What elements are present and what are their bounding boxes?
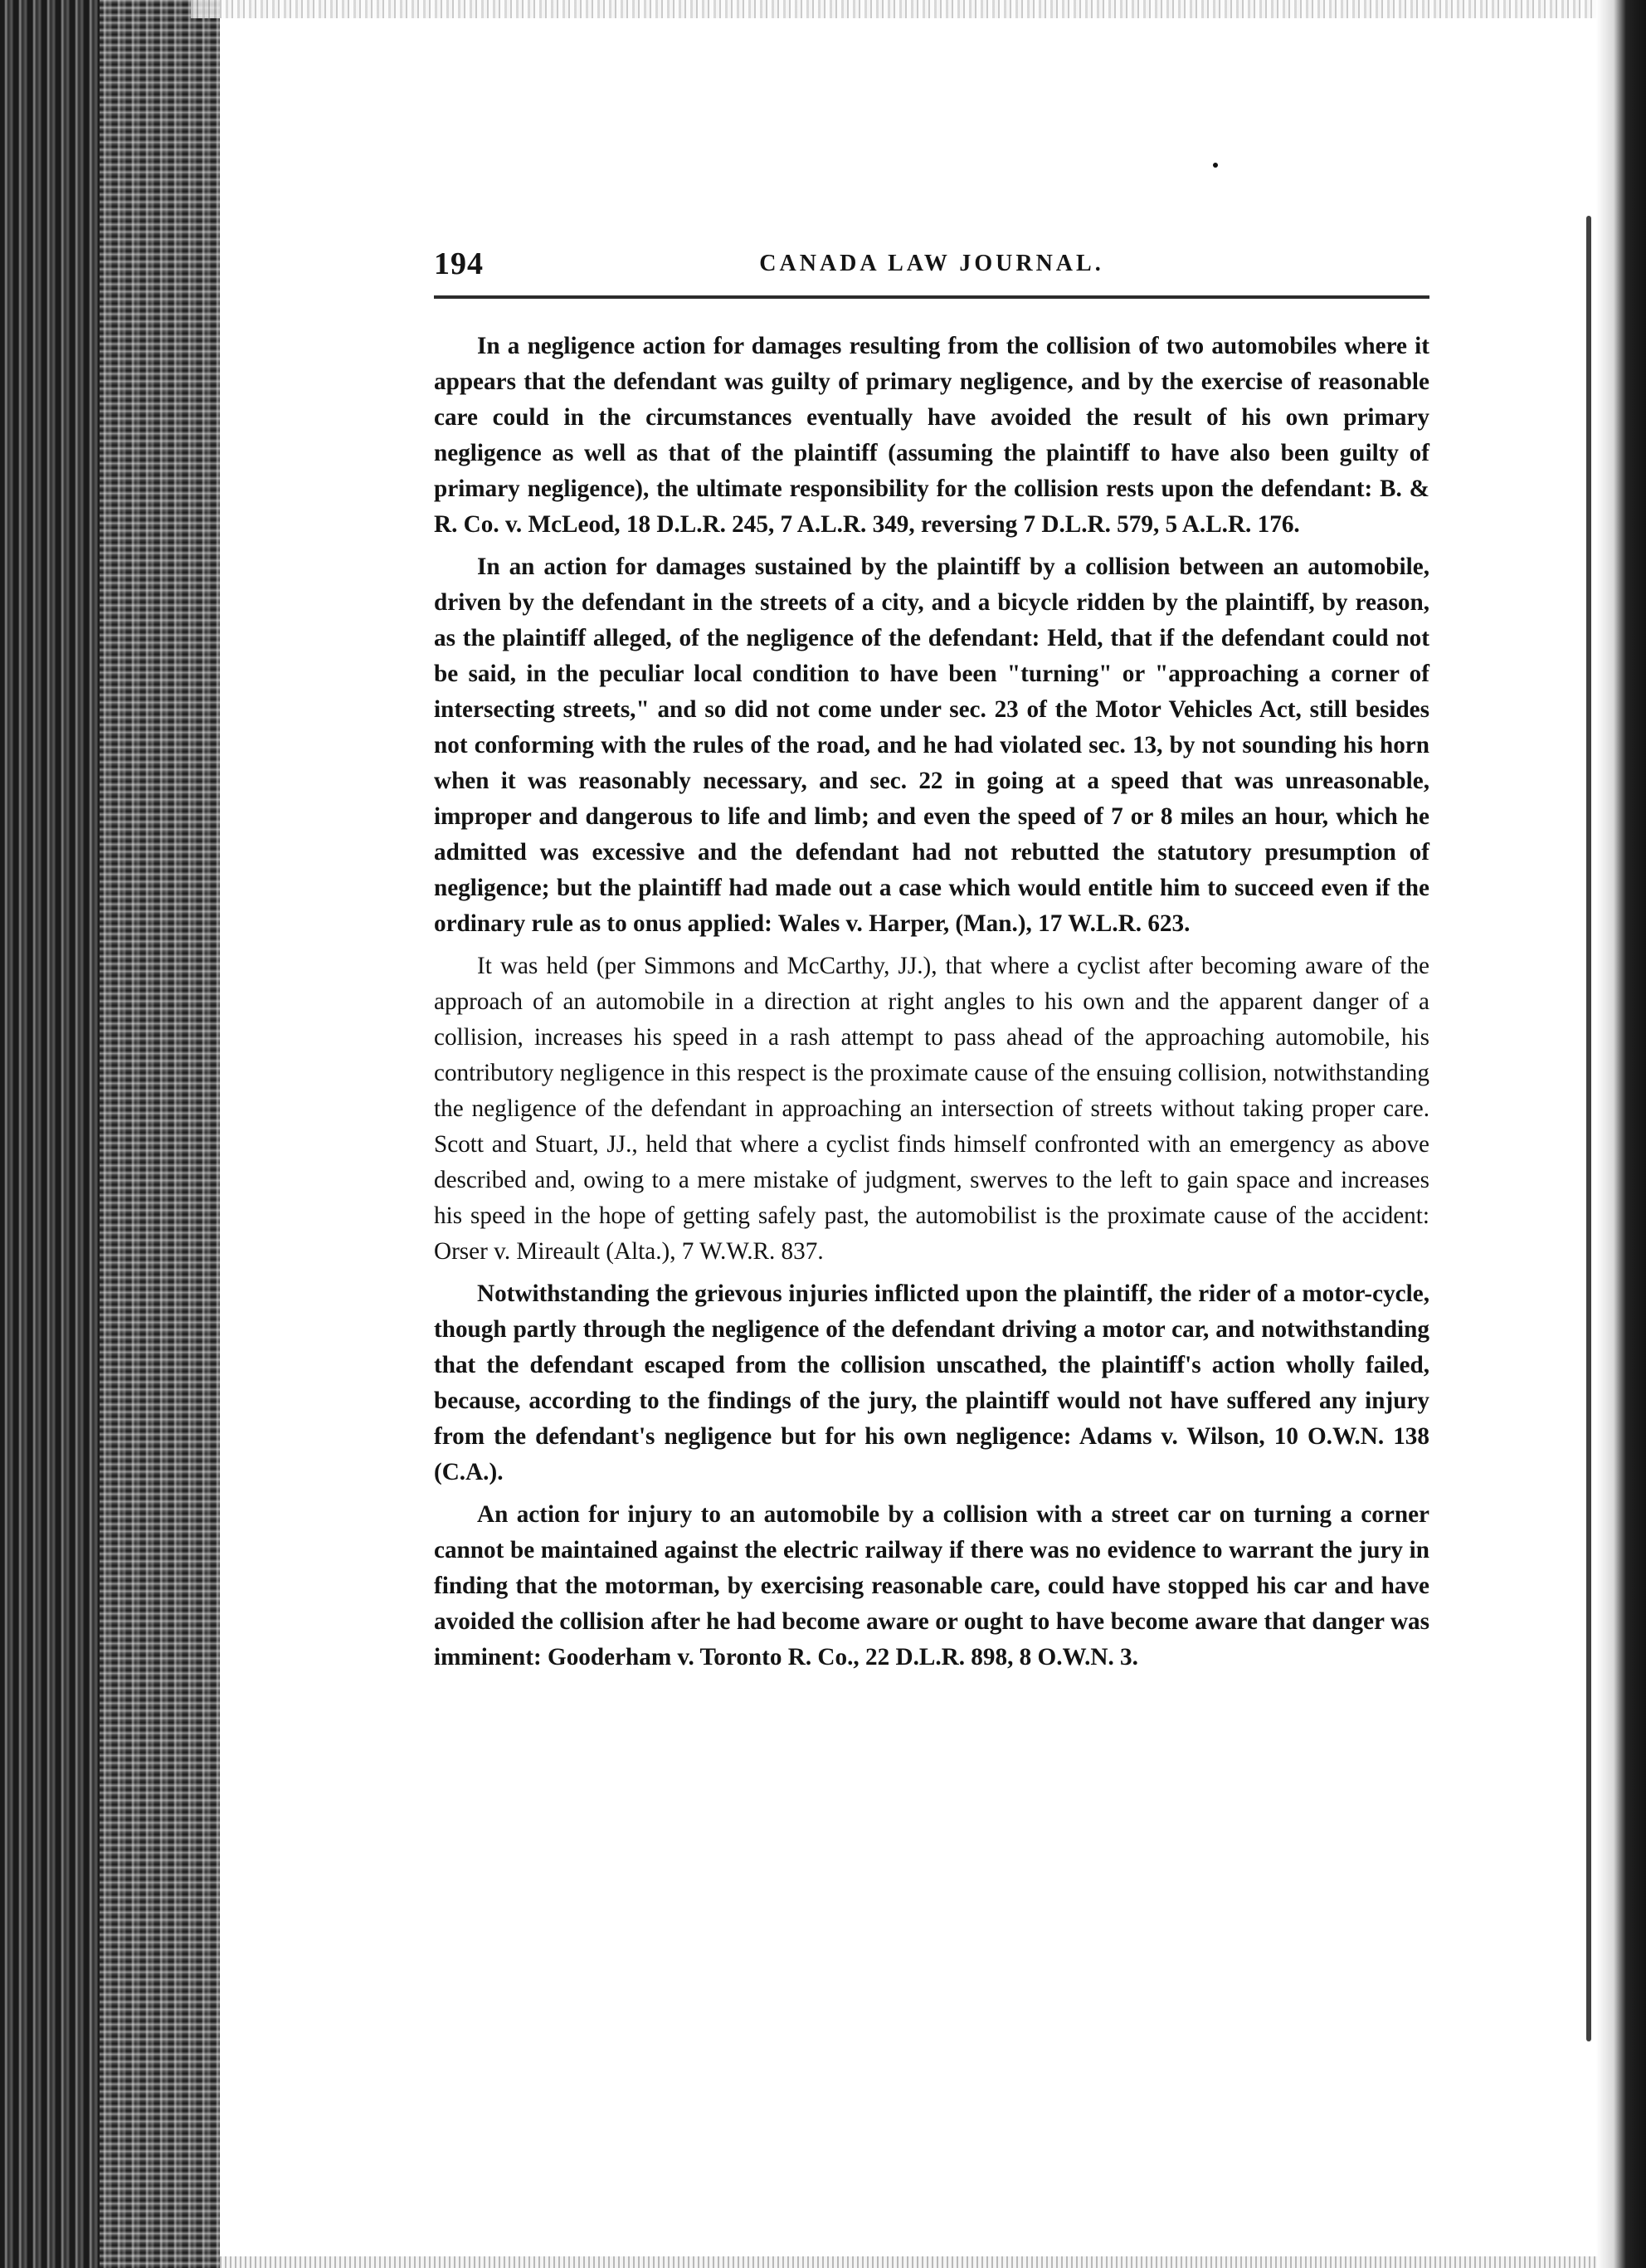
scan-speck <box>1213 163 1218 168</box>
journal-title: CANADA LAW JOURNAL. <box>759 251 1104 276</box>
scanned-binding-shadow <box>1586 216 1591 2041</box>
scanned-page-edge-top <box>191 0 1646 18</box>
paragraph-adams-wilson: Notwithstanding the grievous injuries inflicted upon the plaintiff, the rider of a motor-cycle, though partly through the negligence of the defendant driving a motor car, and notwithstanding that the defendant escaped from the collision unscathed, the plaintiff's action wholly failed, because, according to the findings of the jury, the plaintiff would not have suffered any injury from the defendant's negligence but for his own negligence: Adams v. Wilson, 10 O.W.N. 138 (C.A.). <box>434 1280 1429 1485</box>
header-rule <box>434 295 1429 299</box>
scanned-book-edge-right <box>1596 0 1646 2268</box>
page-number: 194 <box>434 246 484 281</box>
scanned-page-edge-bottom <box>220 2256 1597 2268</box>
paragraph-gooderham: An action for injury to an automobile by a collision with a street car on turning a corner cannot be maintained against the electric railway if there was no evidence to warrant the jury in finding that the motorman, by exercising reasonable care, could have stopped his car and have avoided the collision after he had become aware or ought to have become aware that danger was imminent: Gooderham v. Toronto R. Co., 22 D.L.R. 898, 8 O.W.N. 3. <box>434 1501 1429 1671</box>
paragraph-wales-harper: In an action for damages sustained by the plaintiff by a collision between an automobile, driven by the defendant in the streets of a city, and a bicycle ridden by the plaintiff, by reason, as the plaintiff alleged, of the negligence of the defendant: Held, that if the defendant could not be said, in the peculiar local condition to have been "turning" or "approaching a corner of intersecting streets," and so did not come under sec. 23 of the Motor Vehicles Act, still besides not conforming with the rules of the road, and he had violated sec. 13, by not sounding his horn when it was reasonably necessary, and sec. 22 in going at a speed that was unreasonable, improper and dangerous to life and limb; and even the speed of 7 or 8 miles an hour, which he admitted was excessive and the defendant had not rebutted the statutory presumption of negligence; but the plaintiff had made out a case which would entitle him to succeed even if the ordinary rule as to onus applied: Wales v. Harper, (Man.), 17 W.L.R. 623. <box>434 554 1429 937</box>
running-head <box>434 246 1429 279</box>
paragraph-orser-mireault: It was held (per Simmons and McCarthy, JJ.), that where a cyclist after becoming aware of the approach of an automobile in a direction at right angles to his own and the apparent danger of a collision, increases his speed in a rash attempt to pass ahead of the approaching automobile, his contributory negligence in this respect is the proximate cause of the ensuing collision, notwithstanding the negligence of the defendant in approaching an intersection of streets without taking proper care. Scott and Stuart, JJ., held that where a cyclist finds himself confronted with an emergency as above described and, owing to a mere mistake of judgment, swerves to the left to gain space and increases his speed in the hope of getting safely past, the automobilist is the proximate cause of the accident: Orser v. Mireault (Alta.), 7 W.W.R. 837. <box>434 953 1429 1265</box>
page-content <box>434 246 1429 1682</box>
paragraph-mcleod: In a negligence action for damages resulting from the collision of two automobiles where it appears that the defendant was guilty of primary negligence, and by the exercise of reasonable care could in the circumstances eventually have avoided the result of his own primary negligence as well as that of the plaintiff (assuming the plaintiff to have also been guilty of primary negligence), the ultimate responsibility for the collision rests upon the defendant: B. & R. Co. v. McLeod, 18 D.L.R. 245, 7 A.L.R. 349, reversing 7 D.L.R. 579, 5 A.L.R. 176. <box>434 333 1429 538</box>
scanned-book-edge-left <box>0 0 220 2268</box>
